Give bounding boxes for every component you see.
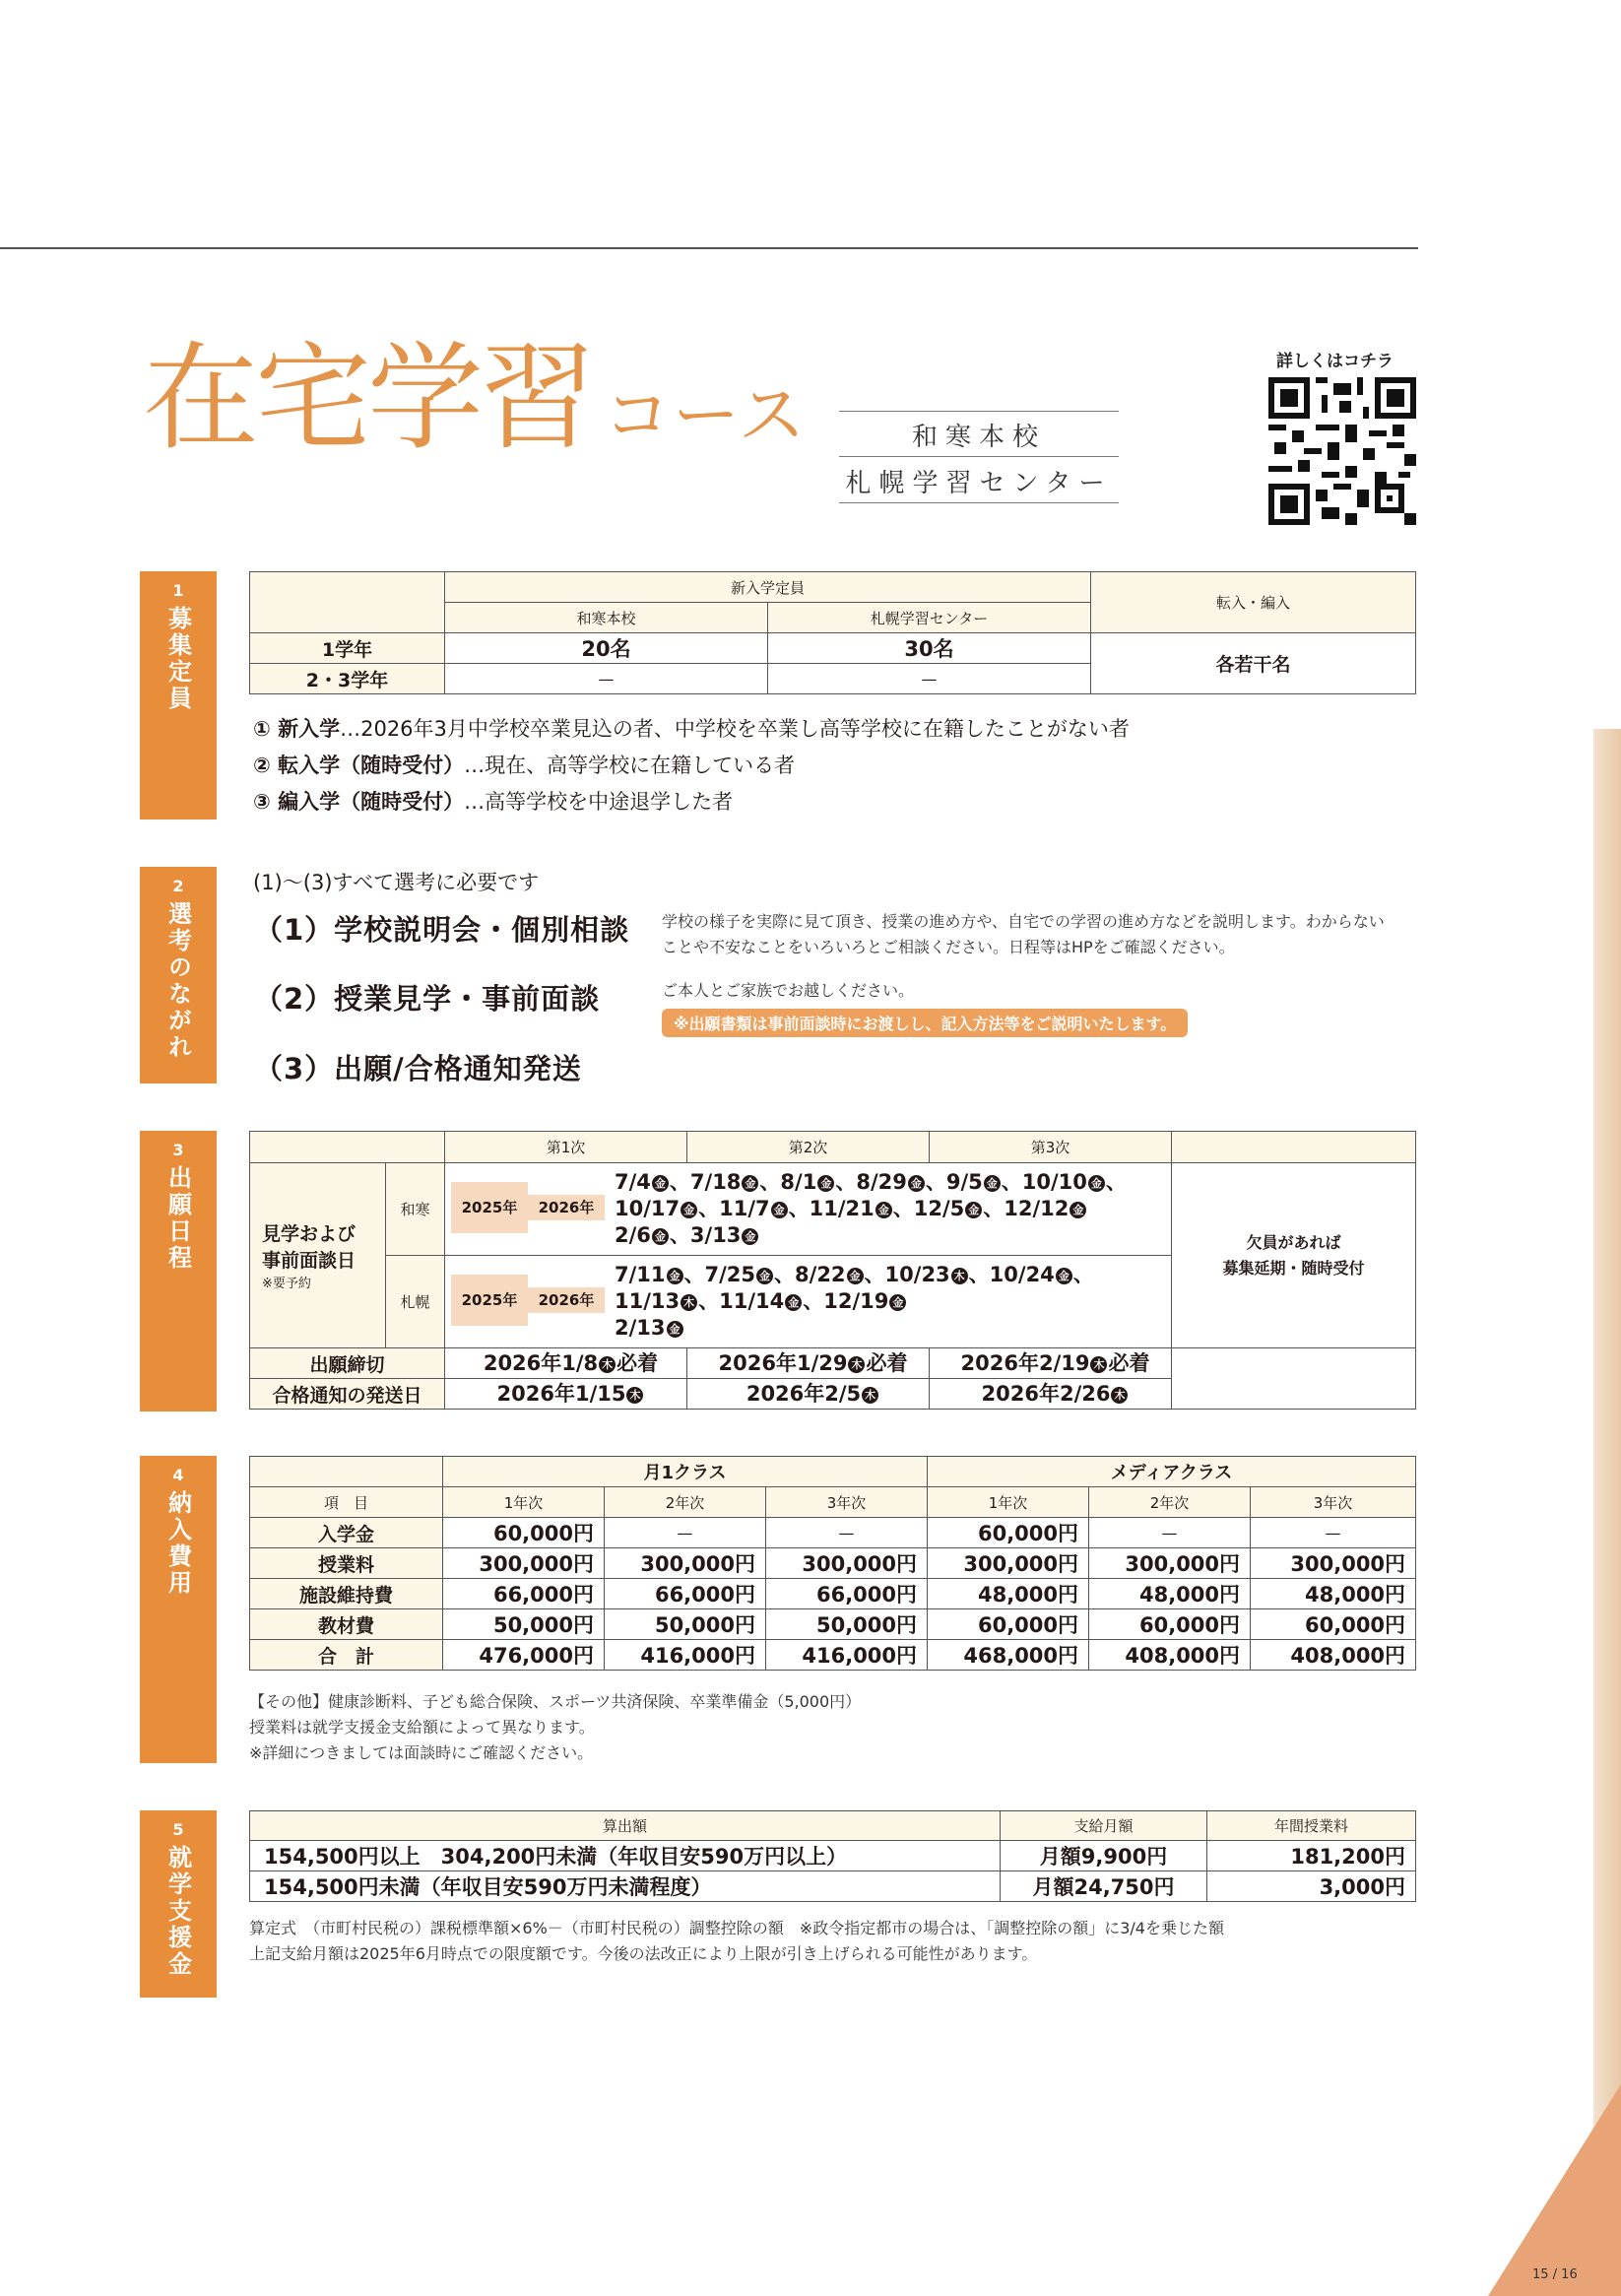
wassamu-dates: 2025年 2026年 7/4 金 、7/18 金 、8/1 金 、8/29 金 、9/5 金 、10/10 金 、 10/17 金 、11/7 金 、11/21 金 、12/5 金 、12/12 金 2/6 金 、3/13 金 bbox=[445, 1163, 1172, 1256]
vacancy-note: 欠員があれば 募集延期・随時受付 bbox=[1172, 1163, 1416, 1348]
blank-cell bbox=[250, 1132, 445, 1163]
location-sapporo: 札幌 bbox=[386, 1256, 445, 1348]
section-label: 出願日程 bbox=[163, 1165, 192, 1272]
admission-readmission: ③ 編入学（随時受付）…高等学校を中途退学した者 bbox=[253, 790, 734, 814]
top-rule bbox=[0, 247, 1418, 249]
section-number: 4 bbox=[172, 1466, 184, 1484]
header-item: 項 目 bbox=[250, 1487, 443, 1518]
header-year-fee: 年間授業料 bbox=[1207, 1811, 1416, 1841]
row-label: 1学年 bbox=[250, 633, 445, 664]
page-number: 15 / 16 bbox=[1532, 2267, 1578, 2282]
qr-code[interactable] bbox=[1268, 377, 1416, 525]
support-notes: 算定式 （市町村民税の）課税標準額×6%－（市町村民税の）調整控除の額 ※政令指定都市の場合は、「調整控除の額」に3/4を乗じた額 上記支給月額は2025年6月時点での限度額です。今後の法改正により上限が引き上げられる可能性があります。 bbox=[249, 1919, 1224, 1963]
documents-note: ※出願書類は事前面談時にお渡しし、記入方法等をご説明いたします。 bbox=[662, 1009, 1188, 1037]
table-row: 施設維持費 66,000円 66,000円 66,000円 48,000円 48,000円 48,000円 bbox=[250, 1579, 1416, 1609]
fees-table bbox=[249, 1456, 1416, 1671]
step-3: （3）出願/合格通知発送 bbox=[254, 1052, 582, 1085]
campus-sapporo: 札幌学習センター bbox=[845, 469, 1113, 498]
step-2: （2）授業見学・事前面談 bbox=[254, 982, 601, 1016]
header-year: 3年次 bbox=[766, 1487, 928, 1518]
campus-rule bbox=[839, 411, 1119, 412]
notice-3: 2026年2/26 木 bbox=[930, 1379, 1172, 1410]
table-row: 入学金 60,000円 — — 60,000円 — — bbox=[250, 1518, 1416, 1548]
fees-notes: 【その他】健康診断料、子ども総合保険、スポーツ共済保険、卒業準備金（5,000円） 授業料は就学支援金支給額によって異なります。 ※詳細につきましては面談時にご確認ください。 bbox=[249, 1692, 862, 1762]
header-round-1: 第1次 bbox=[445, 1132, 687, 1163]
table-row: 授業料 300,000円 300,000円 300,000円 300,000円 300,000円 300,000円 bbox=[250, 1548, 1416, 1579]
table-row: 154,500円以上 304,200円未満（年収目安590万円以上） 月額9,900円 181,200円 bbox=[250, 1841, 1416, 1871]
notice-label: 合格通知の発送日 bbox=[250, 1379, 445, 1410]
header-wassamu: 和寒本校 bbox=[445, 603, 768, 633]
section-number: 5 bbox=[172, 1820, 184, 1839]
admission-types bbox=[253, 711, 1130, 820]
section-number: 1 bbox=[172, 581, 184, 600]
right-edge-band bbox=[1593, 729, 1621, 2296]
blank-cell bbox=[1172, 1132, 1416, 1163]
visit-interview-label: 見学および 事前面談日 ※要予約 bbox=[250, 1163, 386, 1348]
header-year: 3年次 bbox=[1251, 1487, 1416, 1518]
header-month: 支給月額 bbox=[1001, 1811, 1207, 1841]
section-number: 3 bbox=[172, 1141, 184, 1159]
class-media: メディアクラス bbox=[928, 1457, 1416, 1487]
campus-rule bbox=[839, 502, 1119, 503]
qr-label: 詳しくはコチラ bbox=[1276, 352, 1394, 371]
deadline-1: 2026年1/8 木 必着 bbox=[445, 1348, 687, 1379]
admission-transfer: ② 転入学（随時受付）…現在、高等学校に在籍している者 bbox=[253, 754, 796, 777]
campus-wassamu: 和寒本校 bbox=[911, 423, 1046, 452]
header-transfer: 転入・編入 bbox=[1091, 572, 1416, 633]
notice-1: 2026年1/15 木 bbox=[445, 1379, 687, 1410]
step-2-description: ご本人とご家族でお越しください。 bbox=[662, 981, 915, 1000]
enrollment-table bbox=[249, 571, 1416, 694]
section-3-tab bbox=[140, 1131, 217, 1411]
corner-triangle bbox=[1488, 2084, 1621, 2296]
blank-cell bbox=[250, 572, 445, 633]
header-year: 2年次 bbox=[1089, 1487, 1251, 1518]
section-label: 選考のながれ bbox=[163, 901, 192, 1061]
deadline-3: 2026年2/19 木 必着 bbox=[930, 1348, 1172, 1379]
header-calc: 算出額 bbox=[250, 1811, 1001, 1841]
step-1-description: 学校の様子を実際に見て頂き、授業の進め方や、自宅での学習の進め方などを説明します。わからない ことや不安なことをいろいろとご相談ください。日程等はHPをご確認ください。 bbox=[662, 912, 1385, 956]
course-title-main: 在宅学習 bbox=[143, 330, 593, 466]
support-table bbox=[249, 1810, 1416, 1902]
cell: — bbox=[768, 664, 1091, 694]
application-schedule-table bbox=[249, 1131, 1416, 1410]
cell: 20名 bbox=[445, 633, 768, 664]
section-number: 2 bbox=[172, 877, 184, 895]
section-label: 納入費用 bbox=[163, 1490, 192, 1597]
section-label: 就学支援金 bbox=[163, 1845, 192, 1978]
header-sapporo: 札幌学習センター bbox=[768, 603, 1091, 633]
course-title-suffix: コース bbox=[604, 377, 808, 455]
blank-cell bbox=[1172, 1348, 1416, 1410]
class-monthly: 月1クラス bbox=[443, 1457, 928, 1487]
cell: — bbox=[445, 664, 768, 694]
cell: 30名 bbox=[768, 633, 1091, 664]
section-label: 募集定員 bbox=[163, 606, 192, 712]
deadline-label: 出願締切 bbox=[250, 1348, 445, 1379]
section-2-tab bbox=[140, 867, 217, 1083]
sapporo-dates: 2025年 2026年 7/11 金 、7/25 金 、8/22 金 、10/23 木 、10/24 金 、 11/13 木 、11/14 金 、12/19 金 2/13 金 bbox=[445, 1256, 1172, 1348]
section-5-tab bbox=[140, 1810, 217, 1998]
table-row: 教材費 50,000円 50,000円 50,000円 60,000円 60,000円 60,000円 bbox=[250, 1609, 1416, 1640]
header-new: 新入学定員 bbox=[445, 572, 1091, 603]
course-title bbox=[143, 330, 808, 466]
table-row: 154,500円未満（年収目安590万円未満程度） 月額24,750円 3,000円 bbox=[250, 1871, 1416, 1902]
step-1: （1）学校説明会・個別相談 bbox=[254, 913, 630, 947]
notice-2: 2026年2/5 木 bbox=[687, 1379, 930, 1410]
selection-intro: (1)～(3)すべて選考に必要です bbox=[253, 871, 540, 894]
campus-rule bbox=[839, 456, 1119, 457]
row-label: 2・3学年 bbox=[250, 664, 445, 694]
transfer-value: 各若干名 bbox=[1091, 633, 1416, 694]
header-year: 2年次 bbox=[605, 1487, 766, 1518]
table-row: 合 計 476,000円 416,000円 416,000円 468,000円 408,000円 408,000円 bbox=[250, 1640, 1416, 1671]
header-round-3: 第3次 bbox=[930, 1132, 1172, 1163]
header-year: 1年次 bbox=[928, 1487, 1089, 1518]
section-1-tab bbox=[140, 571, 217, 820]
section-4-tab bbox=[140, 1456, 217, 1763]
header-year: 1年次 bbox=[443, 1487, 605, 1518]
admission-new: ① 新入学…2026年3月中学校卒業見込の者、中学校を卒業し高等学校に在籍したことがない者 bbox=[253, 717, 1130, 741]
deadline-2: 2026年1/29 木 必着 bbox=[687, 1348, 930, 1379]
blank-cell bbox=[250, 1457, 443, 1487]
location-wassamu: 和寒 bbox=[386, 1163, 445, 1256]
header-round-2: 第2次 bbox=[687, 1132, 930, 1163]
